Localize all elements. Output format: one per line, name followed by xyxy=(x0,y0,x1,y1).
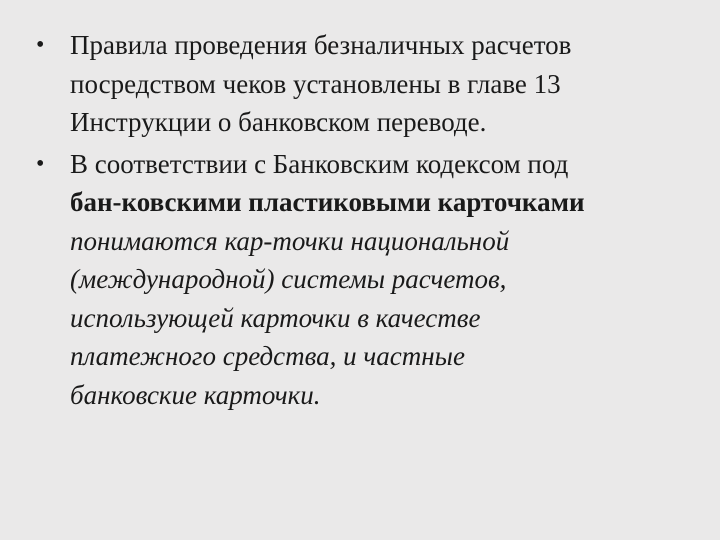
bold-term: бан-ковскими пластиковыми карточками xyxy=(70,187,585,217)
text-line: Правила проведения безналичных расчетов xyxy=(70,30,572,60)
bullet-point-icon: • xyxy=(36,150,45,177)
bullet-point-icon: • xyxy=(36,32,45,58)
text-line: В соответствии с Банковским кодексом под xyxy=(70,148,569,179)
italic-definition-line: использующей карточки в качестве xyxy=(70,302,481,333)
italic-definition-line: понимаются кар-точки национальной xyxy=(70,225,510,256)
bullet-item-cheques xyxy=(36,26,706,142)
text-line: посредством чеков установлены в главе 13 xyxy=(70,68,561,99)
italic-definition-line: банковские карточки. xyxy=(70,379,321,410)
italic-definition-line: платежного средства, и частные xyxy=(70,341,465,371)
bullet-item-cards xyxy=(36,145,706,415)
text-line: Инструкции о банковском переводе. xyxy=(70,107,487,137)
italic-definition-line: (международной) системы расчетов, xyxy=(70,264,507,294)
bullet-list xyxy=(36,26,706,417)
